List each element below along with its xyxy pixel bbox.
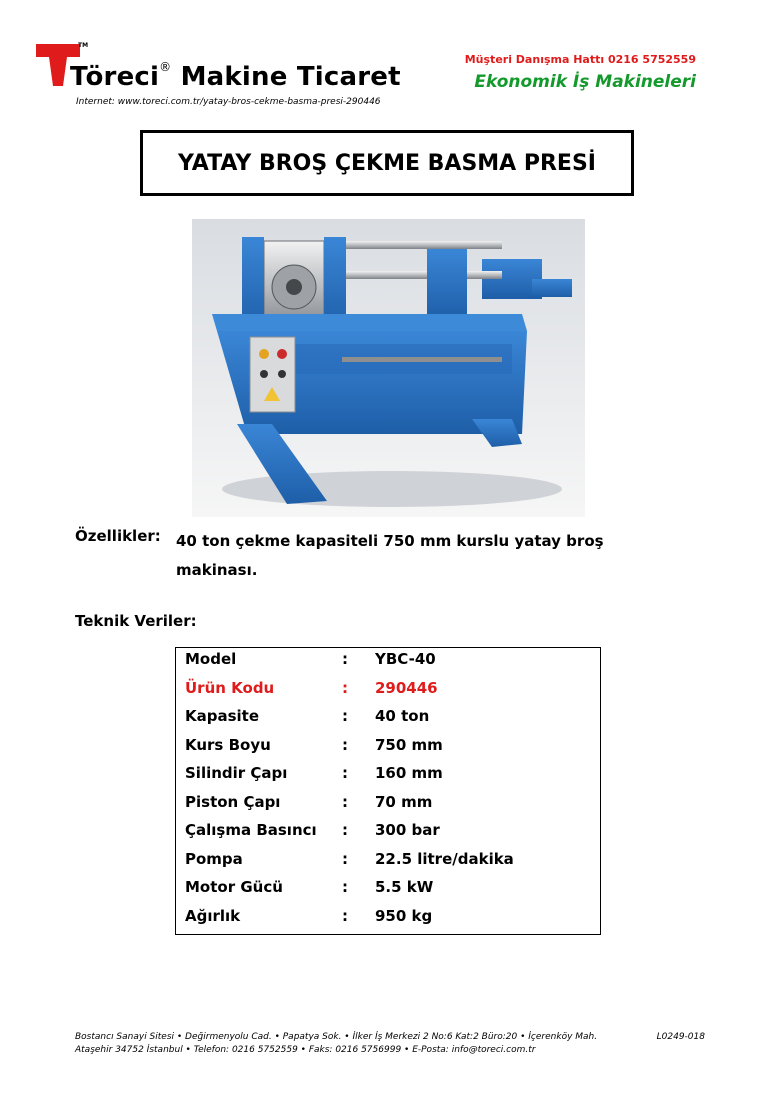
spec-row-piston-diameter: Piston Çapı : 70 mm (185, 792, 433, 811)
spec-row-working-pressure: Çalışma Basıncı : 300 bar (185, 821, 440, 839)
spec-row-weight: Ağırlık : 950 kg (185, 906, 433, 925)
spec-table (175, 647, 601, 935)
customer-hotline: Müşteri Danışma Hattı 0216 5752559 (464, 53, 696, 66)
footer-address (75, 1031, 705, 1057)
footer-line-2: Ataşehir 34752 İstanbul • Telefon: 0216 5752559 • Faks: 0216 5756999 • E-Posta: info@toreci.com.tr (75, 1045, 536, 1055)
spec-row-stroke: Kurs Boyu : 750 mm (185, 735, 443, 754)
spec-row-motor-power: Motor Gücü : 5.5 kW (185, 878, 434, 896)
company-name: Töreci® Makine Ticaret (70, 60, 401, 92)
footer-line-1: Bostancı Sanayi Sitesi • Değirmenyolu Cad. • Papatya Sok. • İlker İş Merkezi 2 No:6 Kat:2 Büro:20 • İçerenköy Mah. (75, 1032, 598, 1042)
trademark-mark: TM (78, 42, 89, 49)
spec-row-model: Model : YBC-40 (185, 650, 436, 668)
page-url: Internet: www.toreci.com.tr/yatay-bros-cekme-basma-presi-290446 (76, 97, 381, 107)
spec-row-product-code: Ürün Kodu : 290446 (185, 678, 438, 697)
document-code: L0249-018 (656, 1032, 705, 1042)
machine-photo (192, 219, 585, 517)
technical-data-label: Teknik Veriler: (75, 612, 197, 630)
features-text: 40 ton çekme kapasiteli 750 mm kurslu yatay broş makinası. (176, 532, 604, 579)
spec-row-cylinder-diameter: Silindir Çapı : 160 mm (185, 764, 443, 782)
spec-row-pump: Pompa : 22.5 litre/dakika (185, 849, 514, 868)
slogan: Ekonomik İş Makineleri (474, 72, 696, 92)
product-title: YATAY BROŞ ÇEKME BASMA PRESİ (140, 130, 634, 196)
spec-row-capacity: Kapasite : 40 ton (185, 707, 430, 725)
features-label: Özellikler: (75, 527, 161, 545)
